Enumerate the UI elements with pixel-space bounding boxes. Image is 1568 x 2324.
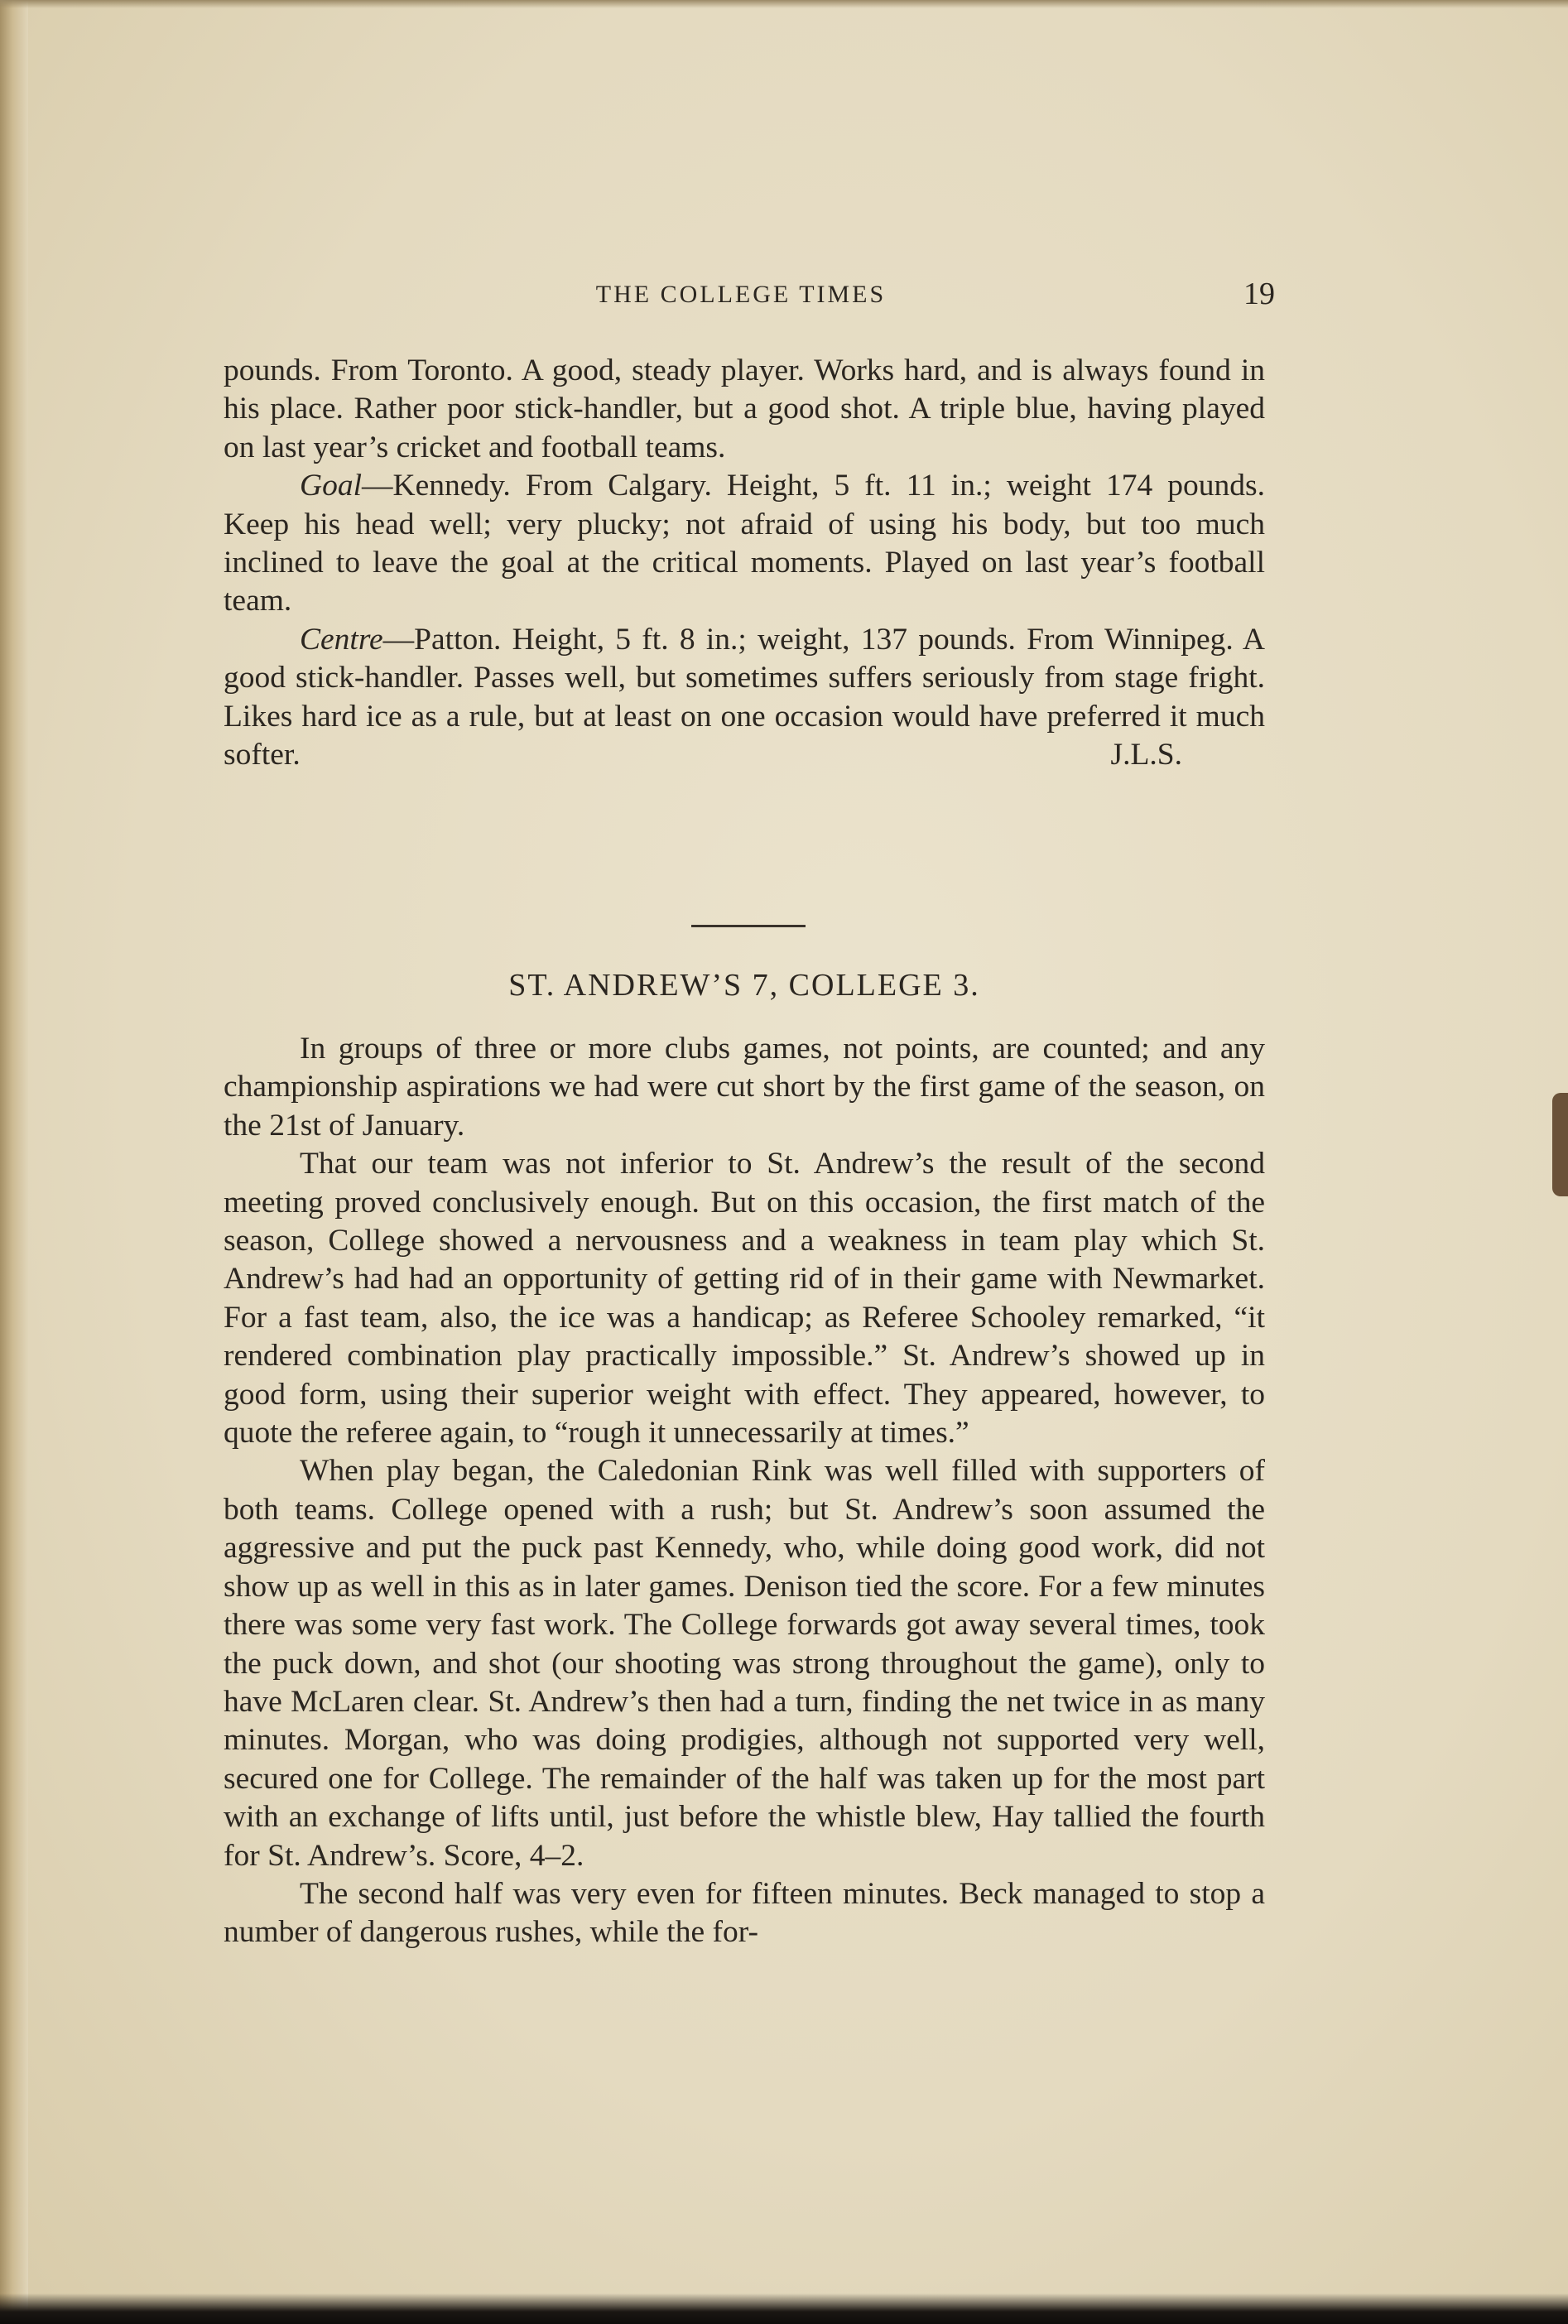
paragraph-text: —Kennedy. From Calgary. Height, 5 ft. 11 in.; weight 174 pounds. Keep his head well; very plucky; not afraid of using his body, but too much inclined to leave the goal at the critical moments. Played on last year’s football team. (224, 469, 1265, 618)
running-header (224, 277, 1275, 319)
paragraph: When play began, the Caledonian Rink was well filled with supporters of both teams. College opened with a rush; but St. Andrew’s soon assumed the aggressive and put the puck past Kennedy, who, while doing good work, did not show up as well in this as in later games. Denison tied the score. For a few minutes there was some very fast work. The College forwards got away several times, took the puck down, and shot (our shooting was strong throughout the game), only to have McLaren clear. St. Andrew’s then had a turn, finding the net twice in as many minutes. Morgan, who was doing prodigies, although not supported very well, secured one for College. The remainder of the half was taken up for the most part with an exchange of lifts until, just before the whistle blew, Hay tallied the fourth for St. Andrew’s. Score, 4–2. (224, 1454, 1265, 1873)
position-label: Goal (300, 469, 362, 503)
running-title: THE COLLEGE TIMES (595, 281, 887, 308)
position-label: Centre (300, 622, 383, 657)
paragraph: pounds. From Toronto. A good, steady player. Works hard, and is always found in his place. Rather poor stick-handler, but a good shot. A triple blue, having played on last year’s cricket and football teams. (224, 354, 1265, 464)
author-signature: J.L.S. (1110, 738, 1182, 772)
page-bottom-edge (0, 2293, 1568, 2324)
paragraph: The second half was very even for fifteen minutes. Beck managed to stop a number of dangerous rushes, while the for- (224, 1876, 1265, 1950)
paragraph-goal (224, 467, 1265, 621)
article-body (224, 1030, 1265, 1952)
page-edge-tab (1552, 1093, 1568, 1196)
page-number: 19 (1243, 277, 1275, 311)
paragraph: In groups of three or more clubs games, not points, are counted; and any championship aspirations we had were cut short by the first game of the season, on the 21st of January. (224, 1032, 1265, 1143)
binding-gutter (0, 0, 28, 2324)
article-title: ST. ANDREW’S 7, COLLEGE 3. (508, 968, 980, 1003)
paragraph: That our team was not inferior to St. Andrew’s the result of the second meeting proved conclusively enough. But on this occasion, the first match of the season, College showed a nervousness and a weakness in team play which St. Andrew’s had had an opportunity of getting rid of in their game with Newmarket. For a fast team, also, the ice was a handicap; as Referee Schooley remarked, “it rendered combination play practically impossible.” St. Andrew’s showed up in good form, using their superior weight with effect. They appeared, however, to quote the referee again, to “rough it unnecessarily at times.” (224, 1147, 1265, 1451)
paragraph-text: —Patton. Height, 5 ft. 8 in.; weight, 137 pounds. From Winnipeg. A good stick-handler. Passes well, but sometimes suffers seriously from stage fright. Likes hard ice as a rule, but at least on one occasion would have preferred it much softer. (224, 622, 1265, 772)
continuation-text (224, 352, 1265, 774)
section-divider (691, 925, 806, 927)
page-top-edge (0, 0, 1568, 8)
